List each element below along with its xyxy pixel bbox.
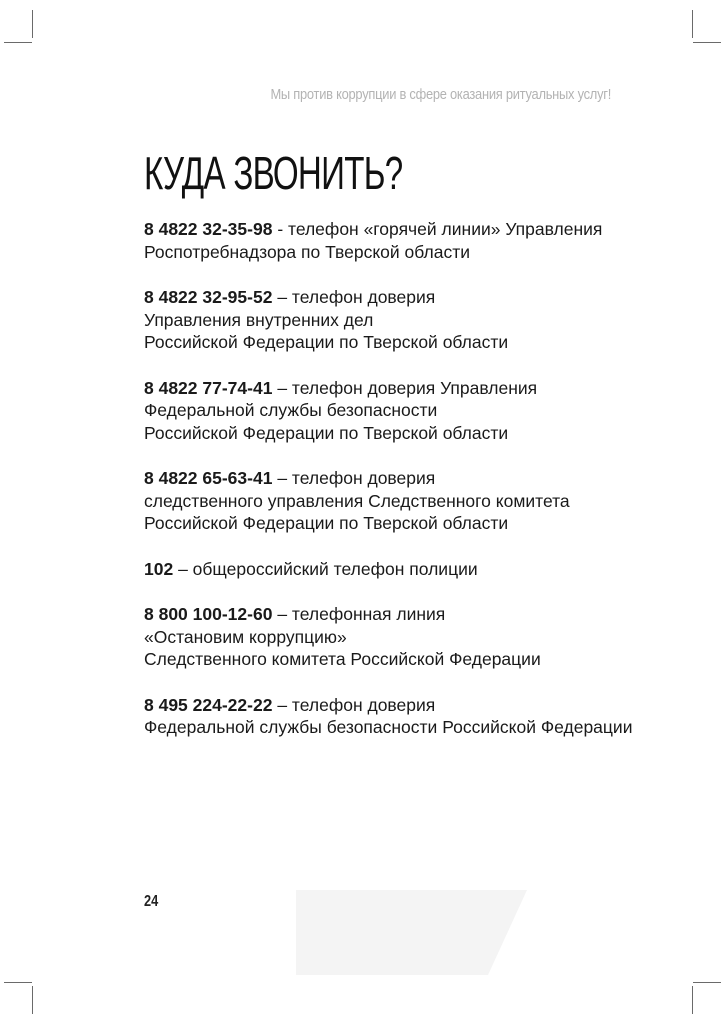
phone-number: 8 4822 77-74-41 bbox=[144, 377, 273, 398]
phone-number: 102 bbox=[144, 558, 174, 579]
phone-number: 8 800 100-12-60 bbox=[144, 604, 273, 624]
entry-description: - телефон «горячей линии» Управления bbox=[272, 219, 603, 239]
entry-description: – телефон доверия Управления bbox=[272, 377, 538, 398]
page-title: КУДА ЗВОНИТЬ? bbox=[144, 147, 403, 199]
phone-number: 8 495 224-22-22 bbox=[144, 694, 273, 715]
entry-line: Федеральной службы безопасности Российской Федерации bbox=[144, 717, 633, 737]
entry-description: – телефон доверия bbox=[272, 694, 436, 715]
running-header: Мы против коррупции в сфере оказания ритуальных услуг! bbox=[270, 86, 611, 103]
page-number: 24 bbox=[144, 893, 159, 910]
phone-number: 8 4822 32-95-52 bbox=[144, 287, 273, 307]
entry-line: Российской Федерации по Тверской области bbox=[144, 332, 509, 352]
entry-description: – телефон доверия bbox=[272, 287, 436, 307]
phone-number: 8 4822 65-63-41 bbox=[144, 468, 273, 488]
entry-line: Следственного комитета Российской Федерации bbox=[144, 649, 541, 669]
entry-description: – телефон доверия bbox=[272, 468, 436, 488]
entry-line: Роспотребнадзора по Тверской области bbox=[144, 241, 470, 262]
entry-description: – общероссийский телефон полиции bbox=[173, 558, 478, 579]
entry-description: – телефонная линия bbox=[272, 604, 446, 624]
entry-line: Управления внутренних дел bbox=[144, 309, 374, 330]
entry-line: «Остановим коррупцию» bbox=[144, 626, 347, 647]
phone-number: 8 4822 32-35-98 bbox=[144, 219, 273, 239]
entry-line: Федеральной службы безопасности bbox=[144, 400, 438, 420]
entry-line: Российской Федерации по Тверской области bbox=[144, 513, 509, 533]
entry-line: Российской Федерации по Тверской области bbox=[144, 422, 509, 443]
entry-line: следственного управления Следственного комитета bbox=[144, 490, 570, 511]
